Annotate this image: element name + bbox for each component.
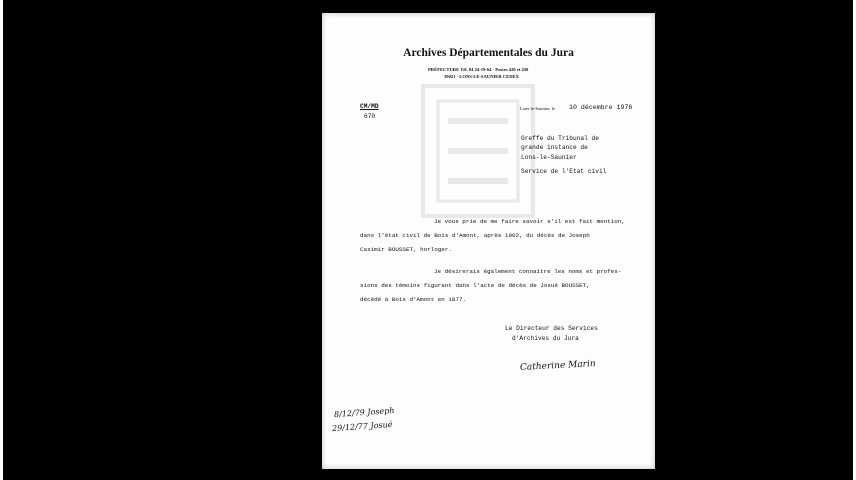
body-paragraph2-line3: décédé à Bois d'Amont en 1877.	[360, 296, 467, 303]
letterhead-address-line2: 39021 - LONS-LE-SAUNIER CEDEX	[444, 74, 519, 79]
margin-note-line2: 29/12/77 Josué	[331, 419, 393, 434]
dateline-date: 10 décembre 1976	[569, 104, 633, 111]
recipient-line-1: Greffe du Tribunal de	[521, 135, 599, 142]
margin-note-line1: 8/12/79 Joseph	[333, 405, 395, 420]
frame-edge-left	[0, 0, 3, 480]
document-page	[322, 13, 655, 469]
body-paragraph1-line1: Je vous prie de me faire savoir s'il est fait mention,	[434, 218, 625, 225]
body-paragraph2-line2: sions des témoins figurant dans l'acte de décès de Josué BOUSSET,	[360, 282, 590, 289]
letterhead-address-line1: PRÉFECTURE Tél. 84 24-19-64 - Postes 420 et 430	[428, 67, 529, 72]
recipient-line-4: Service de l'Etat civil	[521, 168, 607, 175]
letterhead-title: Archives Départementales du Jura	[403, 47, 574, 59]
recipient-line-2: grande instance de	[521, 144, 588, 151]
signature-line2: d'Archives du Jura	[512, 335, 579, 342]
dateline-place: Lons-le-Saunier, le	[520, 106, 556, 111]
handwritten-signature: Catherine Marin	[519, 359, 596, 373]
body-paragraph2-line1: Je désirerais également connaître les noms et profes-	[434, 268, 622, 275]
body-paragraph1-line2: dans l'état civil de Bois d'Amont, après 1902, du décès de Joseph	[360, 232, 590, 239]
reference-code: CM/MD	[360, 103, 379, 110]
signature-line1: Le Directeur des Services	[505, 325, 598, 332]
body-paragraph1-line3: Casimir BOUSSET, horloger.	[360, 246, 452, 253]
recipient-line-3: Lons-le-Saunier	[521, 154, 577, 161]
reference-number: 670	[364, 113, 376, 120]
watermark-stamp	[418, 81, 538, 221]
